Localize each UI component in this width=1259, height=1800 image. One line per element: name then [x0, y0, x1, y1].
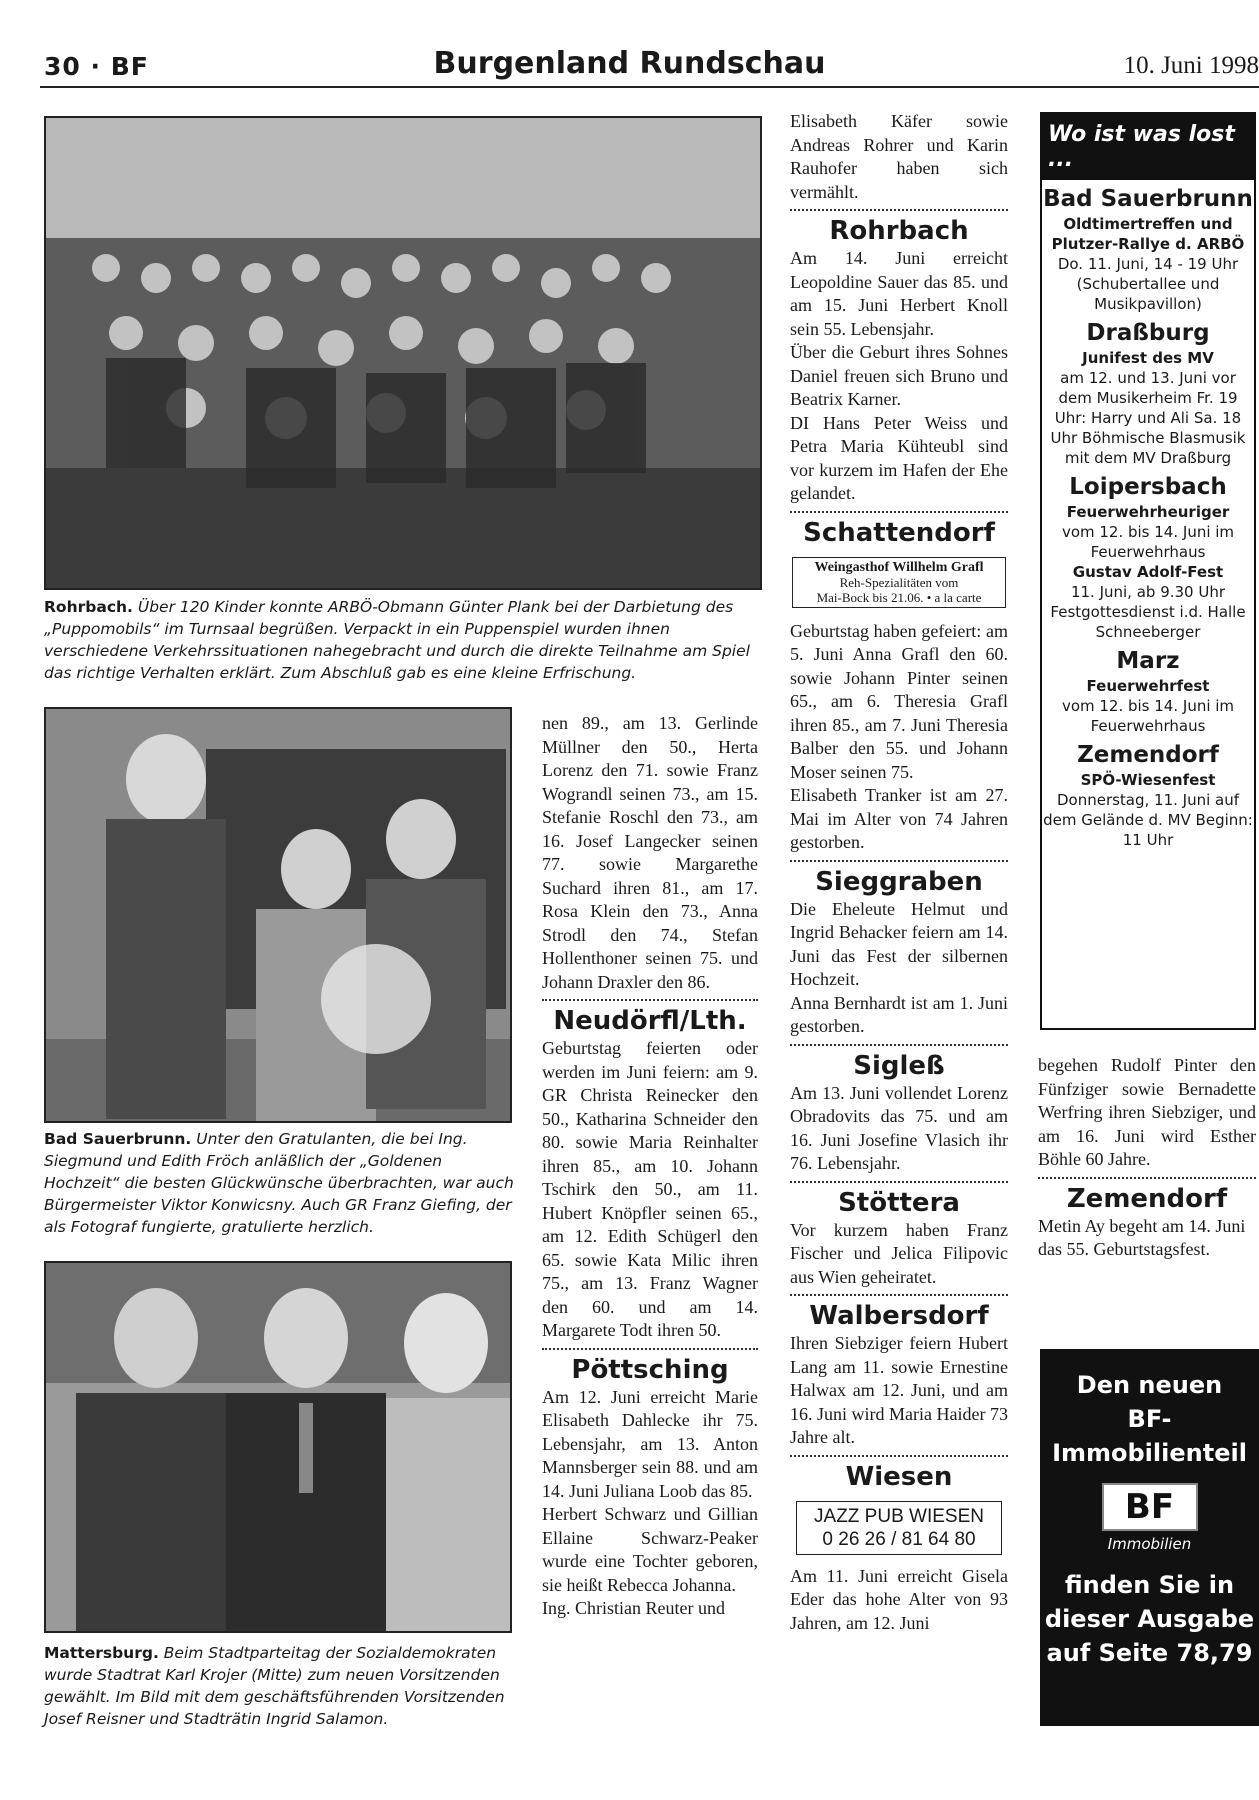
sidebar-details: Do. 11. Juni, 14 - 19 Uhr (Schubertallee und Musikpavillon) [1057, 255, 1239, 313]
caption-mattersburg [44, 1642, 514, 1730]
issue-date: 10. Juni 1998 [1123, 52, 1259, 79]
article-text: Am 13. Juni vollendet Lorenz Obradovits das 75. und am 16. Juni Josefine Vlasich ihr 76. Lebensjahr. [790, 1082, 1008, 1173]
promo-immobilienteil [1040, 1349, 1259, 1726]
promo-line: dieser Ausgabe [1044, 1605, 1255, 1633]
promo-line: Immobilienteil [1052, 1439, 1247, 1467]
photo-bad-sauerbrunn-couple [44, 707, 512, 1123]
sidebar-place: Bad Sauerbrunn [1043, 186, 1253, 212]
caption-text: Unter den Gratulanten, die bei Ing. Siegmund und Edith Fröch anläßlich der „Goldenen Hochzeit“ die besten Glückwünsche überbrachten, war auch Bürgermeister Viktor Konwicsny. Auch GR Franz Giefing, der als Fotograf fungierte, gratulierte herzlich. [44, 1130, 514, 1236]
divider [542, 1348, 758, 1350]
divider [790, 860, 1008, 862]
article-text: Metin Ay begeht am 14. Juni das 55. Geburtstagsfest. [1038, 1215, 1246, 1259]
header-rule [40, 86, 1259, 88]
sidebar-entry [1042, 648, 1254, 736]
photo-rohrbach-children [44, 116, 762, 590]
article-text: Am 11. Juni erreicht Gisela Eder das hohe Alter von 93 Jahren, am 12. Juni [790, 1565, 1008, 1633]
ad-text: Reh-Spezialitäten vom [839, 574, 959, 590]
article-text: begehen Rudolf Pinter den Fünfziger sowie Bernadette Werfring ihren Siebziger, und am 16. Juni wird Esther Böhle 60 Jahre. [1038, 1055, 1256, 1169]
divider [790, 1181, 1008, 1183]
promo-line: finden Sie in [1064, 1571, 1235, 1599]
column-4 [1038, 1054, 1256, 1262]
sidebar-event: Junifest des MV [1082, 349, 1214, 367]
page-title: Burgenland Rundschau [433, 46, 826, 81]
sidebar-place: Marz [1116, 648, 1180, 674]
sidebar-entry [1042, 742, 1254, 850]
photo-mattersburg [44, 1261, 512, 1633]
page-section: 30 · BF [44, 52, 149, 81]
caption-text: Über 120 Kinder konnte ARBÖ-Obmann Günter Plank bei der Darbietung des „Puppomobils“ im Turnsaal begrüßen. Verpackt in ein Puppenspiel wurden ihnen verschiedene Verkehrssituationen nahegebracht und durch die direkte Teilnahme am Spiel das richtige Verhalten erklärt. Zum Abschluß gab es eine kleine Erfrischung. [44, 598, 750, 682]
photo-couple-image [46, 709, 510, 1121]
sidebar-place: Loipersbach [1069, 474, 1227, 500]
heading-wiesen: Wiesen [845, 1461, 953, 1492]
article-text: Die Eheleute Helmut und Ingrid Behacker feiern am 14. Juni das Fest der silbernen Hochzeit. [790, 898, 1008, 989]
divider [1038, 1177, 1256, 1179]
ad-title: Weingasthof Willhelm Grafl [814, 559, 984, 575]
ad-phone: 0 26 26 / 81 64 80 [822, 1528, 976, 1550]
article-text: Anna Bernhardt ist am 1. Juni gestorben. [790, 992, 1008, 1036]
caption-bad-sauerbrunn [44, 1128, 514, 1238]
heading-poettsching: Pöttsching [571, 1354, 729, 1385]
promo-line: Den neuen [1076, 1371, 1223, 1399]
article-text: Über die Geburt ihres Sohnes Daniel freuen sich Bruno und Beatrix Karner. [790, 342, 1008, 409]
heading-sieggraben: Sieggraben [815, 866, 983, 897]
sidebar-entry [1042, 474, 1254, 642]
logo-text: BF [1102, 1483, 1198, 1531]
sidebar-title: Wo ist was lost ... [1042, 114, 1254, 180]
ad-jazz-pub-wiesen [796, 1501, 1002, 1555]
sidebar-details: vom 12. bis 14. Juni im Feuerwehrhaus [1061, 523, 1235, 561]
article-text: DI Hans Peter Weiss und Petra Maria Kühteubl sind vor kurzem im Hafen der Ehe gelandet. [790, 412, 1008, 503]
divider [790, 511, 1008, 513]
ad-weingasthof-grafl [792, 557, 1006, 608]
heading-zemendorf: Zemendorf [1066, 1183, 1228, 1214]
sidebar-details: 11. Juni, ab 9.30 Uhr Festgottesdienst i.d. Halle Schneeberger [1050, 583, 1246, 641]
article-text: Geburtstag haben gefeiert: am 5. Juni Anna Grafl den 60. sowie Johann Pinter seinen 65., am 6. Theresia Grafl ihren 85., am 7. Juni Theresia Balber den 55. und Johann Moser seinen 75. [790, 620, 1008, 782]
article-text: Ing. Christian Reuter und [542, 1598, 725, 1618]
divider [790, 1455, 1008, 1457]
sidebar-event: Feuerwehrheuriger [1066, 503, 1230, 521]
sidebar-event: Feuerwehrfest [1086, 677, 1210, 695]
sidebar-entry [1042, 320, 1254, 468]
heading-sigless: Sigleß [853, 1050, 945, 1081]
article-text: Herbert Schwarz und Gillian Ellaine Schwarz-Peaker wurde eine Tochter geboren, sie heißt Rebecca Johanna. [542, 1504, 758, 1595]
sidebar-details: vom 12. bis 14. Juni im Feuerwehrhaus [1061, 697, 1235, 735]
ad-title: JAZZ PUB WIESEN [814, 1505, 984, 1527]
heading-neudoerfl: Neudörfl/Lth. [553, 1006, 747, 1036]
sidebar-event: Gustav Adolf-Fest [1072, 563, 1224, 581]
sidebar-entry [1042, 186, 1254, 314]
caption-place: Mattersburg. [44, 1644, 159, 1662]
article-text: Elisabeth Käfer sowie Andreas Rohrer und Karin Rauhofer haben sich vermählt. [790, 111, 1008, 202]
events-sidebar [1040, 112, 1256, 1030]
divider [790, 1044, 1008, 1046]
photo-rohrbach-image [46, 118, 760, 588]
divider [790, 1294, 1008, 1296]
sidebar-details: Donnerstag, 11. Juni auf dem Gelände d. MV Beginn: 11 Uhr [1043, 791, 1253, 849]
heading-walbersdorf: Walbersdorf [809, 1301, 989, 1331]
heading-rohrbach: Rohrbach [829, 216, 969, 246]
article-text: Am 14. Juni erreicht Leopoldine Sauer das 85. und am 15. Juni Herbert Knoll sein 55. Lebensjahr. [790, 248, 1008, 339]
article-text: Geburtstag feierten oder werden im Juni feiern: am 9. GR Christa Reinecker den 50., Katharina Schneider den 80. sowie Maria Reinhalter ihren 85., am 10. Johann Tschirk den 50., am 11. Hubert Knöpfler seinen 65., am 12. Edith Schügerl den 65. sowie Kata Milic ihren 75., am 13. Franz Wagner den 60. und am 14. Margarete Todt ihren 50. [542, 1038, 758, 1340]
heading-schattendorf: Schattendorf [803, 517, 995, 548]
bf-immobilien-logo [1102, 1483, 1198, 1553]
photo-mattersburg-image [46, 1263, 510, 1631]
sidebar-place: Zemendorf [1077, 742, 1219, 768]
ad-text: Mai-Bock bis 21.06. • a la carte [816, 589, 982, 605]
caption-rohrbach [44, 596, 758, 684]
article-text: Am 12. Juni erreicht Marie Elisabeth Dahlecke ihr 75. Lebensjahr, am 13. Anton Mannsberger sein 88. und am 14. Juni Juliana Loob das 85. [542, 1386, 758, 1501]
caption-place: Bad Sauerbrunn. [44, 1130, 192, 1148]
promo-line: BF- [1127, 1405, 1172, 1433]
column-2 [542, 712, 758, 1621]
promo-line: auf Seite 78,79 [1046, 1639, 1253, 1667]
column-3 [790, 110, 1008, 1635]
caption-place: Rohrbach. [44, 598, 133, 616]
caption-text: Beim Stadtparteitag der Sozialdemokraten wurde Stadtrat Karl Krojer (Mitte) zum neuen Vorsitzenden gewählt. Im Bild mit dem geschäftsführenden Vorsitzenden Josef Reisner und Stadträtin Ingrid Salamon. [44, 1644, 505, 1728]
article-text: nen 89., am 13. Gerlinde Müllner den 50., Herta Lorenz den 71. sowie Franz Wograndl seinen 73., am 15. Stefanie Roschl den 73., am 16. Josef Langecker seinen 77. sowie Margarethe Suchard ihren 81., am 17. Rosa Klein den 73., Anna Strodl den 74., Stefan Hollenthoner seinen 75. und Johann Draxler den 86. [542, 713, 758, 992]
sidebar-place: Draßburg [1086, 320, 1210, 346]
divider [542, 999, 758, 1001]
article-text: Ihren Siebziger feiern Hubert Lang am 11. sowie Ernestine Halwax am 12. Juni, und am 16. Juni wird Maria Haider 73 Jahre alt. [790, 1333, 1008, 1447]
heading-stoettera: Stöttera [838, 1187, 960, 1218]
article-text: Vor kurzem haben Franz Fischer und Jelica Filipovic aus Wien geheiratet. [790, 1219, 1008, 1287]
article-text: Elisabeth Tranker ist am 27. Mai im Alter von 74 Jahren gestorben. [790, 785, 1008, 852]
divider [790, 209, 1008, 211]
sidebar-event: SPÖ-Wiesenfest [1080, 771, 1216, 789]
logo-subtitle: Immobilien [1107, 1535, 1192, 1553]
sidebar-details: am 12. und 13. Juni vor dem Musikerheim Fr. 19 Uhr: Harry und Ali Sa. 18 Uhr Böhmische Blasmusik mit dem MV Draßburg [1050, 369, 1246, 467]
sidebar-event: Oldtimertreffen und Plutzer-Rallye d. ARBÖ [1051, 215, 1245, 253]
